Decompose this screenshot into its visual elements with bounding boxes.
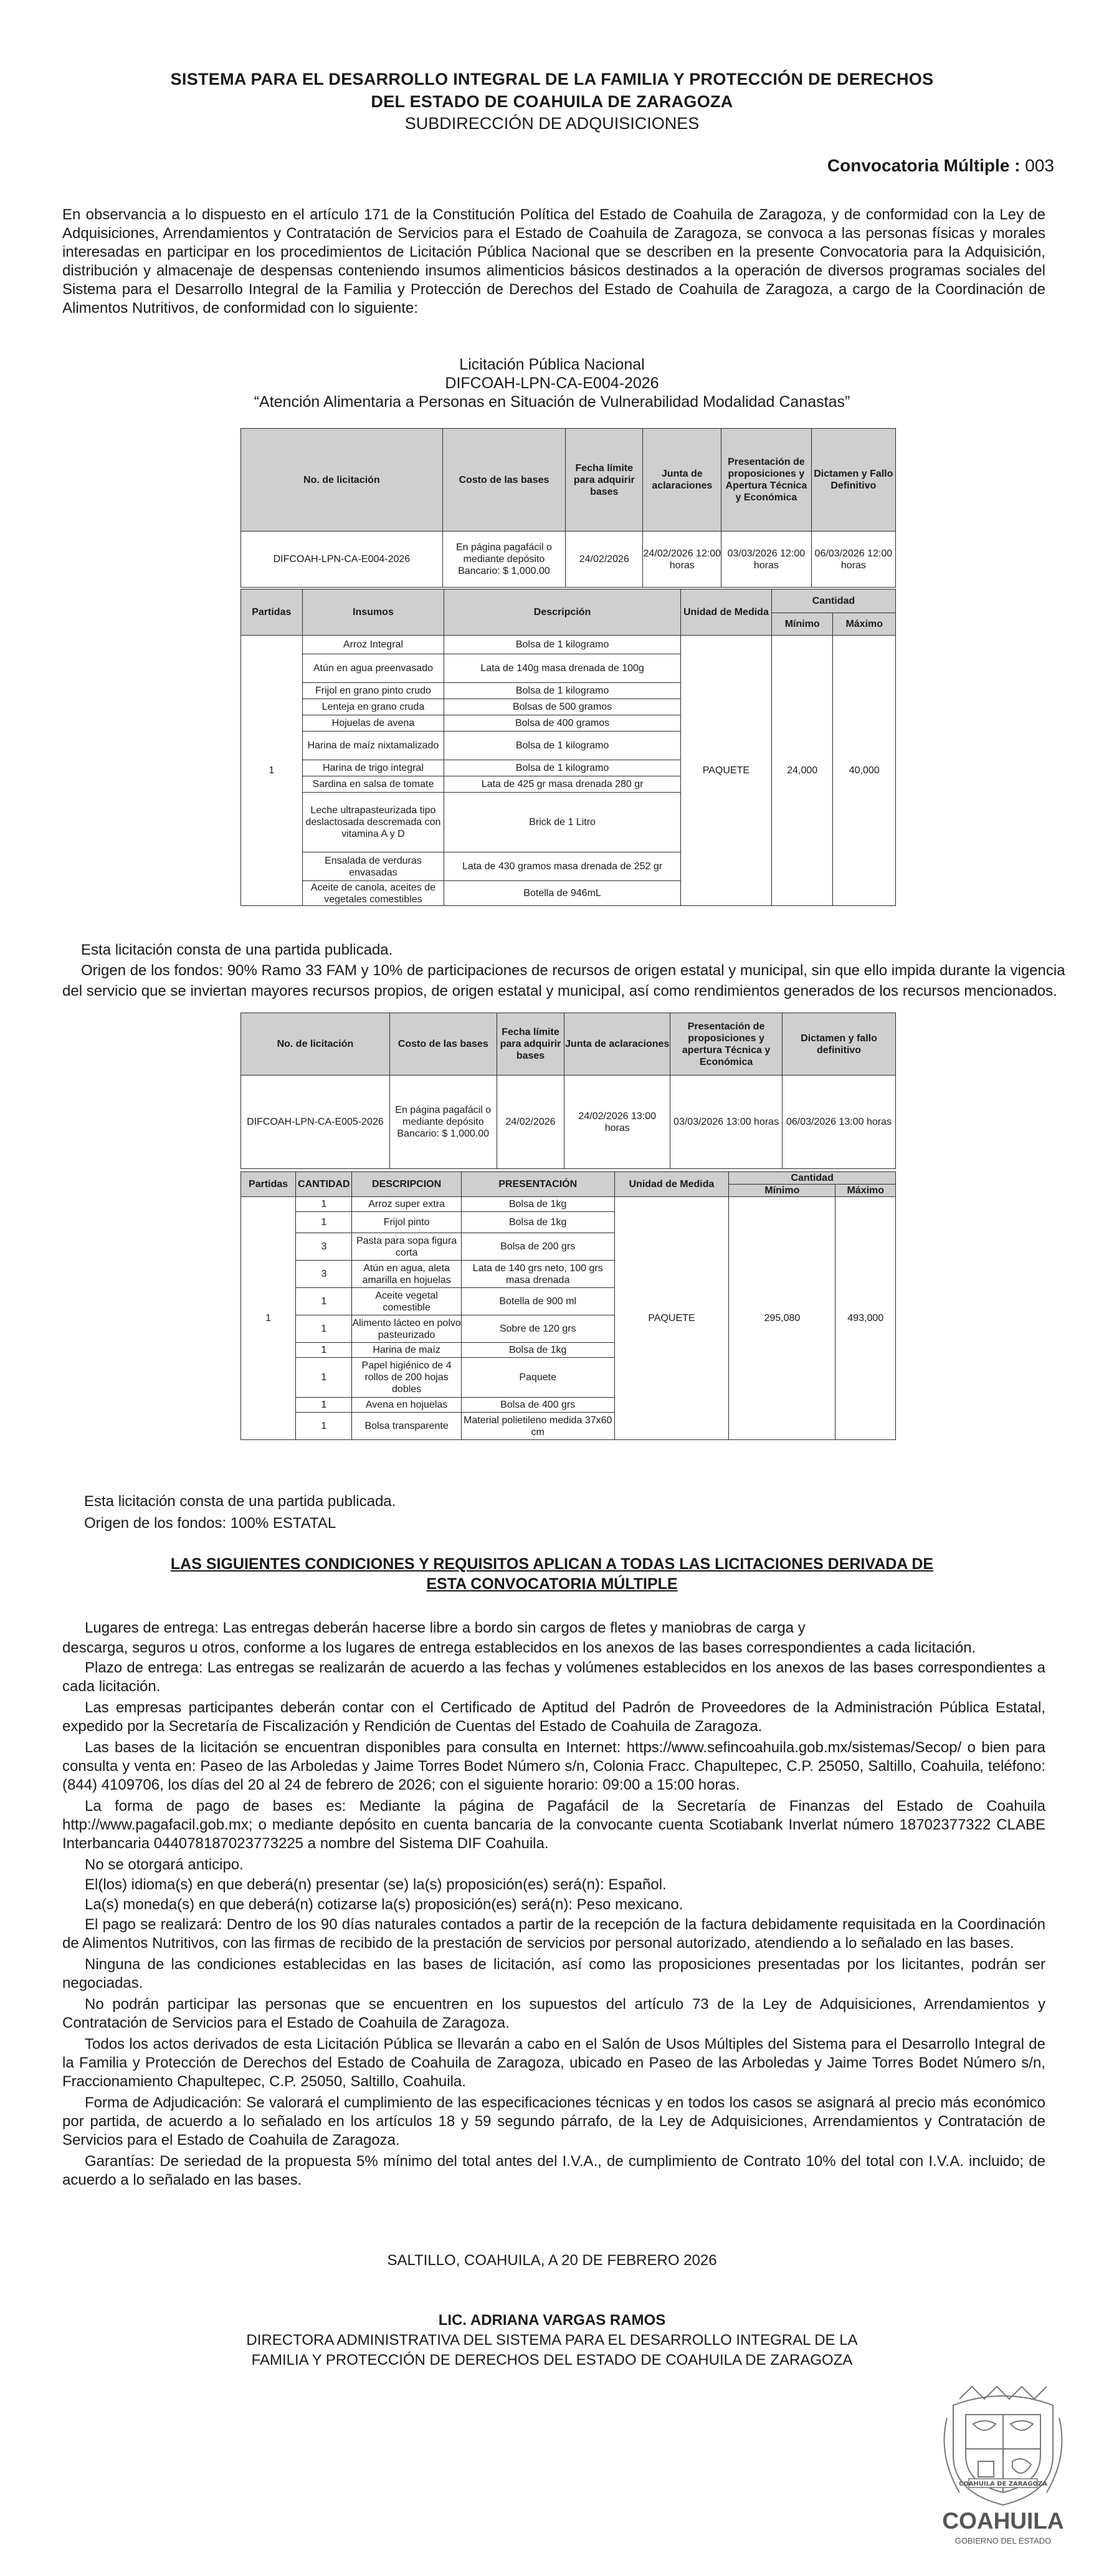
lic2-descripcion: Frijol pinto — [352, 1212, 461, 1233]
lic1-title-2: DIFCOAH-LPN-CA-E004-2026 — [445, 374, 659, 392]
lic1-th-dictamen: Dictamen y Fallo Definitivo — [811, 429, 895, 532]
lic1-title-3: “Atención Alimentaria a Personas en Situación de Vulnerabilidad Modalidad Canastas” — [254, 393, 850, 411]
cond-lugares-1: Lugares de entrega: Las entregas deberán hacerse libre a bordo sin cargos de fletes y maniobras de carga y — [85, 1620, 806, 1636]
cond-moneda-text: La(s) moneda(s) en que deberá(n) cotizarse la(s) proposición(es) será(n): Peso mexicano. — [85, 1896, 683, 1913]
lic1-td-present: 03/03/2026 12:00 horas — [721, 532, 812, 588]
lic1-descripcion: Bolsa de 1 kilogramo — [444, 683, 681, 699]
cond-pago-bases-text: La forma de pago de bases es: Mediante la página de Pagafácil de la Secretaría de Finanzas del Estado de Coahuila http://www.pagafacil.gob.mx; o mediante depósito en cuenta bancaria de la convocante cuenta Scotiabank Inverlat número 18702377322 CLABE Interbancaria 044078187023773225 a nombre del Sistema DIF Coahuila. — [62, 1798, 1045, 1852]
lic2-th-present: Presentación de proposiciones y apertura Técnica y Económica — [670, 1013, 783, 1076]
lic2-th-desc: DESCRIPCION — [352, 1172, 461, 1197]
lic2-descripcion: Atún en agua, aleta amarilla en hojuelas — [352, 1261, 461, 1288]
lic1-th-fecha: Fecha límite para adquirir bases — [566, 429, 643, 532]
lic1-note-1: Esta licitación consta de una partida publicada. — [81, 942, 393, 958]
lic2-descripcion: Arroz super extra — [352, 1197, 461, 1212]
lic2-descripcion: Harina de maíz — [352, 1343, 461, 1358]
lic1-insumo: Harina de maíz nixtamalizado — [302, 732, 444, 760]
lic1-descripcion: Lata de 425 gr masa drenada 280 gr — [444, 776, 681, 793]
lic2-td-costo: En página pagafácil o mediante depósito Bancario: $ 1,000.00 — [389, 1076, 497, 1169]
lic2-cantidad: 1 — [296, 1197, 352, 1212]
cond-no-podran — [62, 1995, 1045, 2033]
lic2-partida: 1 — [241, 1197, 296, 1440]
lic2-cantidad: 1 — [296, 1288, 352, 1315]
lic1-descripcion: Botella de 946mL — [444, 881, 681, 906]
lic1-th-junta: Junta de aclaraciones — [643, 429, 721, 532]
lic2-descripcion: Alimento lácteo en polvo pasteurizado — [352, 1315, 461, 1343]
conditions-title-1: LAS SIGUIENTES CONDICIONES Y REQUISITOS APLICAN A TODAS LAS LICITACIONES DERIVADA DE — [170, 1555, 934, 1573]
lic1-th-costo: Costo de las bases — [442, 429, 565, 532]
lic2-th-fecha: Fecha límite para adquirir bases — [497, 1013, 564, 1076]
signer-name: LIC. ADRIANA VARGAS RAMOS — [438, 2312, 666, 2329]
coahuila-seal-icon — [935, 2374, 1072, 2555]
lic2-presentacion: Paquete — [461, 1358, 614, 1398]
lic2-unidad: PAQUETE — [614, 1197, 729, 1440]
lic2-presentacion: Bolsa de 400 grs — [461, 1398, 614, 1413]
lic2-cantidad: 3 — [296, 1261, 352, 1288]
lic1-insumo: Aceite de canola, aceites de vegetales comestibles — [302, 881, 444, 906]
lic2-item-row — [241, 1197, 896, 1212]
intro-paragraph: En observancia a lo dispuesto en el artículo 171 de la Constitución Política del Estado de Coahuila de Zaragoza, y de conformidad con la Ley de Adquisiciones, Arrendamientos y Contratación de Servicios para el Estado de Coahuila de Zaragoza, se convoca a las personas físicas y morales interesadas en participar en los procedimientos de Licitación Pública Nacional que se describen en la presente Convocatoria para la Adquisición, distribución y almacenaje de despensas conteniendo insumos alimenticios básicos destinados a la operación de diversos programas sociales del Sistema para el Desarrollo Integral de la Familia y Protección de Derechos del Estado de Coahuila de Zaragoza, a cargo de la Coordinación de Alimentos Nutritivos, de conformidad con lo siguiente: — [62, 206, 1045, 317]
lic1-th-minimo: Mínimo — [771, 613, 832, 636]
lic1-td-junta: 24/02/2026 12:00 horas — [643, 532, 721, 588]
cond-ninguna-text: Ninguna de las condiciones establecidas en las bases de licitación, así como las proposiciones presentadas por los licitantes, podrán ser negociadas. — [62, 1956, 1045, 1992]
lic2-descripcion: Pasta para sopa figura corta — [352, 1233, 461, 1261]
header-line-3: SUBDIRECCIÓN DE ADQUISICIONES — [404, 114, 700, 133]
place-date: SALTILLO, COAHUILA, A 20 DE FEBRERO 2026 — [387, 2252, 717, 2269]
header-line-1: SISTEMA PARA EL DESARROLLO INTEGRAL DE LA FAMILIA Y PROTECCIÓN DE DERECHOS — [170, 70, 934, 88]
lic2-minimo: 295,080 — [729, 1197, 835, 1440]
lic2-presentacion: Bolsa de 1kg — [461, 1343, 614, 1358]
lic1-maximo: 40,000 — [833, 636, 896, 906]
cond-idioma-text: El(los) idioma(s) en que deberá(n) presentar (se) la(s) proposición(es) será(n): Español. — [85, 1876, 667, 1893]
lic2-td-dictamen: 06/03/2026 13:00 horas — [783, 1076, 896, 1169]
lic1-insumo: Hojuelas de avena — [302, 715, 444, 732]
lic1-descripcion: Bolsa de 1 kilogramo — [444, 732, 681, 760]
lic2-note-2: Origen de los fondos: 100% ESTATAL — [84, 1515, 336, 1532]
lic1-item-row — [241, 636, 896, 654]
lic2-presentacion: Botella de 900 ml — [461, 1288, 614, 1315]
convocatoria-label-text: Convocatoria Múltiple : — [827, 156, 1021, 175]
lic1-th-partidas: Partidas — [241, 589, 303, 636]
lic1-unidad: PAQUETE — [680, 636, 771, 906]
lic1-partida: 1 — [241, 636, 303, 906]
lic1-th-no: No. de licitación — [241, 429, 443, 532]
cond-garantias-text: Garantías: De seriedad de la propuesta 5% mínimo del total antes del I.V.A., de cumplimiento de Contrato 10% del total con I.V.A. incluido; de acuerdo a lo señalado en las bases. — [62, 2153, 1045, 2188]
lic2-th-costo: Costo de las bases — [389, 1013, 497, 1076]
header-line-2: DEL ESTADO DE COAHUILA DE ZARAGOZA — [371, 92, 733, 111]
cond-anticipo-text: No se otorgará anticipo. — [85, 1856, 244, 1873]
cond-plazo-text: Plazo de entrega: Las entregas se realizarán de acuerdo a las fechas y volúmenes establecidos en los anexos de las bases correspondientes a cada licitación. — [62, 1659, 1045, 1695]
lic2-cantidad: 1 — [296, 1315, 352, 1343]
lic2-th-maximo: Máximo — [835, 1185, 896, 1197]
lic2-presentacion: Sobre de 120 grs — [461, 1315, 614, 1343]
lic2-presentacion: Material polietileno medida 37x60 cm — [461, 1413, 614, 1440]
lic1-descripcion: Lata de 140g masa drenada de 100g — [444, 654, 681, 683]
cond-moneda — [62, 1896, 1045, 1914]
lic1-bases-table — [240, 428, 896, 588]
lic2-cantidad: 1 — [296, 1343, 352, 1358]
lic2-td-no: DIFCOAH-LPN-CA-E005-2026 — [241, 1076, 390, 1169]
cond-pago-bases — [62, 1797, 1045, 1853]
lic1-td-no: DIFCOAH-LPN-CA-E004-2026 — [241, 532, 443, 588]
lic1-descripcion: Brick de 1 Litro — [444, 793, 681, 852]
lic1-th-cantidad: Cantidad — [771, 589, 895, 613]
lic2-th-partidas: Partidas — [241, 1172, 296, 1197]
lic1-items-table — [240, 589, 896, 906]
cond-pago-text: El pago se realizará: Dentro de los 90 días naturales contados a partir de la recepción de la factura debidamente requisitada en la Coordinación de Alimentos Nutritivos, con las firmas de recibido de la prestación de servicios por personal autorizado, atendiendo a lo señalado en las bases. — [62, 1916, 1045, 1952]
logo-name: COAHUILA — [942, 2508, 1064, 2534]
lic2-descripcion: Papel higiénico de 4 rollos de 200 hojas dobles — [352, 1358, 461, 1398]
cond-bases — [62, 1739, 1045, 1795]
lic2-presentacion: Bolsa de 1kg — [461, 1197, 614, 1212]
lic1-insumo: Sardina en salsa de tomate — [302, 776, 444, 793]
lic1-insumo: Atún en agua preenvasado — [302, 654, 444, 683]
signer-role-1: DIRECTORA ADMINISTRATIVA DEL SISTEMA PARA EL DESARROLLO INTEGRAL DE LA — [246, 2332, 858, 2349]
lic2-note-1: Esta licitación consta de una partida publicada. — [84, 1493, 396, 1510]
lic1-descripcion: Bolsa de 1 kilogramo — [444, 760, 681, 776]
cond-actos — [62, 2035, 1045, 2091]
cond-no-podran-text: No podrán participar las personas que se encuentren en los supuestos del artículo 73 de la Ley de Adquisiciones, Arrendamientos y Contratación de Servicios para el Estado de Coahuila de Zaragoza. — [62, 1996, 1045, 2031]
lic1-th-insumos: Insumos — [302, 589, 444, 636]
lic2-th-minimo: Mínimo — [729, 1185, 835, 1197]
cond-lugares-2: descarga, seguros u otros, conforme a los lugares de entrega establecidos en los anexos de las bases correspondientes a cada licitación. — [62, 1639, 976, 1656]
lic2-th-pres: PRESENTACIÓN — [461, 1172, 614, 1197]
lic1-note-3: del servicio que se inviertan mayores recursos propios, de origen estatal y municipal, así como rendimientos generados de los recursos mencionados. — [62, 983, 1057, 999]
lic1-title-1: Licitación Pública Nacional — [459, 356, 645, 373]
lic1-insumo: Leche ultrapasteurizada tipo deslactosada descremada con vitamina A y D — [302, 793, 444, 852]
lic1-th-present: Presentación de proposiciones y Apertura Técnica y Económica — [721, 429, 812, 532]
seal-text: COAHUILA DE ZARAGOZA — [959, 2481, 1047, 2488]
lic1-td-fecha: 24/02/2026 — [566, 532, 643, 588]
cond-bases-text: Las bases de la licitación se encuentran disponibles para consulta en Internet: https://www.sefincoahuila.gob.mx/sistemas/Secop/ o bien para consulta y venta en: Paseo de las Arboledas y Jaime Torres Bodet Número s/n, Colonia Fracc. Chapultepec, C.P. 25050, Saltillo, Coahuila, teléfono: (844) 4109706, los días del 20 al 24 de febrero de 2026; con el siguiente horario: 09:00 a 15:00 horas. — [62, 1739, 1045, 1793]
lic1-td-dictamen: 06/03/2026 12:00 horas — [811, 532, 895, 588]
lic2-th-cant: CANTIDAD — [296, 1172, 352, 1197]
lic2-presentacion: Lata de 140 grs neto, 100 grs masa drenada — [461, 1261, 614, 1288]
conditions-title-2: ESTA CONVOCATORIA MÚLTIPLE — [426, 1575, 678, 1593]
lic1-minimo: 24,000 — [771, 636, 832, 906]
lic2-th-cantidad: Cantidad — [729, 1172, 896, 1185]
lic2-bases-table — [240, 1013, 896, 1169]
lic2-cantidad: 1 — [296, 1358, 352, 1398]
cond-certificado-text: Las empresas participantes deberán contar con el Certificado de Aptitud del Padrón de Proveedores de la Administración Pública Estatal, expedido por la Secretaría de Fiscalización y Rendición de Cuentas del Estado de Coahuila de Zaragoza. — [62, 1699, 1045, 1735]
lic1-insumo: Harina de trigo integral — [302, 760, 444, 776]
lic2-descripcion: Avena en hojuelas — [352, 1398, 461, 1413]
signer-role-2: FAMILIA Y PROTECCIÓN DE DERECHOS DEL ESTADO DE COAHUILA DE ZARAGOZA — [251, 2352, 853, 2368]
cond-ninguna — [62, 1955, 1045, 1993]
cond-pago — [62, 1915, 1045, 1953]
cond-plazo — [62, 1659, 1045, 1696]
lic1-descripcion: Bolsa de 1 kilogramo — [444, 636, 681, 654]
lic1-th-unidad: Unidad de Medida — [680, 589, 771, 636]
cond-garantias — [62, 2152, 1045, 2190]
logo-sub: GOBIERNO DEL ESTADO — [954, 2536, 1052, 2545]
lic1-insumo: Arroz Integral — [302, 636, 444, 654]
lic1-th-descripcion: Descripción — [444, 589, 681, 636]
lic2-th-no: No. de licitación — [241, 1013, 390, 1076]
convocatoria-label — [827, 156, 1054, 176]
cond-forma — [62, 2094, 1045, 2150]
coahuila-logo — [935, 2374, 1072, 2555]
lic1-insumo: Ensalada de verduras envasadas — [302, 852, 444, 881]
lic1-descripcion: Lata de 430 gramos masa drenada de 252 gr — [444, 852, 681, 881]
cond-certificado — [62, 1699, 1045, 1736]
lic1-descripcion: Bolsa de 400 gramos — [444, 715, 681, 732]
lic2-cantidad: 1 — [296, 1398, 352, 1413]
lic2-td-fecha: 24/02/2026 — [497, 1076, 564, 1169]
cond-idioma — [62, 1876, 1045, 1894]
lic2-descripcion: Bolsa transparente — [352, 1413, 461, 1440]
cond-anticipo — [62, 1856, 1045, 1874]
cond-forma-text: Forma de Adjudicación: Se valorará el cumplimiento de las especificaciones técnicas y en todos los casos se asignará al precio más económico por partida, de acuerdo a lo señalado en los artículos 18 y 59 segundo párrafo, de la Ley de Adquisiciones, Arrendamientos y Contratación de Servicios para el Estado de Coahuila de Zaragoza. — [62, 2094, 1045, 2149]
lic2-descripcion: Aceite vegetal comestible — [352, 1288, 461, 1315]
lic2-presentacion: Bolsa de 1kg — [461, 1212, 614, 1233]
lic2-presentacion: Bolsa de 200 grs — [461, 1233, 614, 1261]
lic2-cantidad: 3 — [296, 1233, 352, 1261]
cond-actos-text: Todos los actos derivados de esta Licitación Pública se llevarán a cabo en el Salón de Usos Múltiples del Sistema para el Desarrollo Integral de la Familia y Protección de Derechos del Estado de Coahuila de Zaragoza, ubicado en Paseo de las Arboledas y Jaime Torres Bodet Número s/n, Fraccionamiento Chapultepec, C.P. 25050, Saltillo, Coahuila. — [62, 2036, 1045, 2090]
lic1-insumo: Lenteja en grano cruda — [302, 699, 444, 715]
lic2-th-unidad: Unidad de Medida — [614, 1172, 729, 1197]
lic2-items-table — [240, 1171, 896, 1440]
lic2-maximo: 493,000 — [835, 1197, 896, 1440]
lic1-th-maximo: Máximo — [833, 613, 896, 636]
lic2-td-junta: 24/02/2026 13:00 horas — [564, 1076, 670, 1169]
lic2-cantidad: 1 — [296, 1212, 352, 1233]
lic2-cantidad: 1 — [296, 1413, 352, 1440]
lic1-note-2: Origen de los fondos: 90% Ramo 33 FAM y 10% de participaciones de recursos de origen estatal y municipal, sin que ello impida durante la vigencia — [81, 962, 1065, 979]
lic1-descripcion: Bolsas de 500 gramos — [444, 699, 681, 715]
lic1-insumo: Frijol en grano pinto crudo — [302, 683, 444, 699]
lic2-th-junta: Junta de aclaraciones — [564, 1013, 670, 1076]
lic1-td-costo: En página pagafácil o mediante depósito Bancario: $ 1,000.00 — [442, 532, 565, 588]
convocatoria-number: 003 — [1025, 156, 1054, 175]
lic2-td-present: 03/03/2026 13:00 horas — [670, 1076, 783, 1169]
lic2-th-dictamen: Dictamen y fallo definitivo — [783, 1013, 896, 1076]
